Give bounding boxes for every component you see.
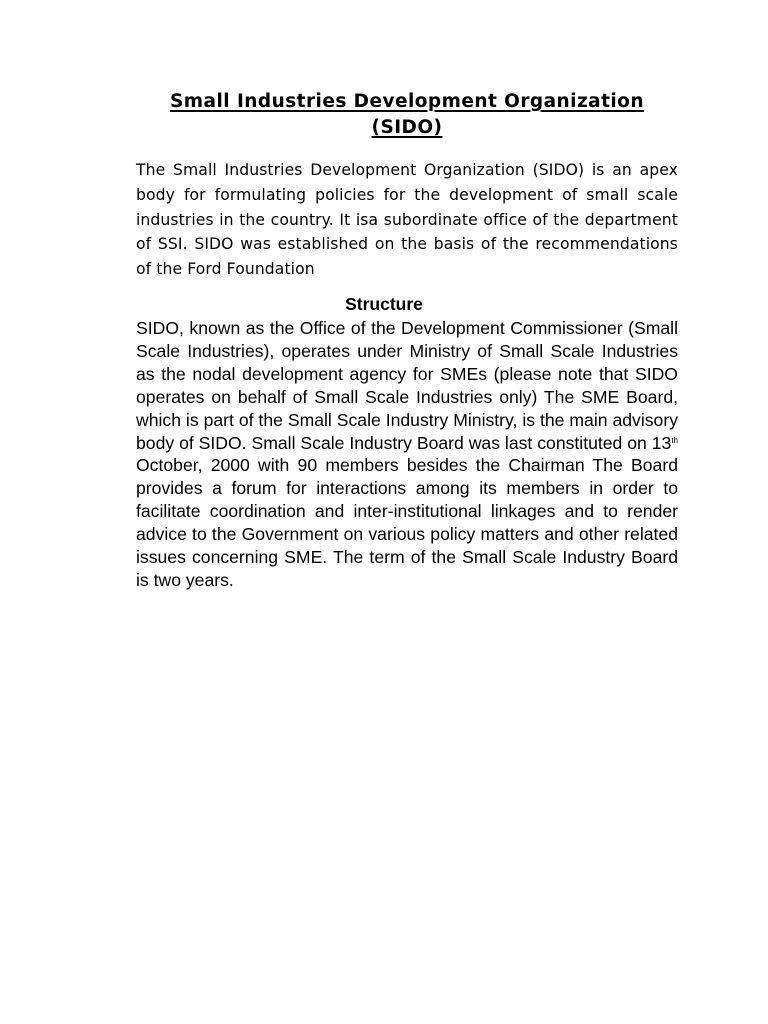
structure-paragraph bbox=[136, 317, 678, 592]
structure-text-part-1: SIDO, known as the Office of the Development Commissioner (Small Scale Industries), operates under Ministry of Small Scale Industries as the nodal development agency for SMEs (please note that SIDO operates on behalf of Small Scale Industries only) The SME Board, which is part of the Small Scale Industry Ministry, is the main advisory body of SIDO. Small Scale Industry Board was last constituted on 13 bbox=[136, 318, 678, 453]
ordinal-superscript: th bbox=[671, 435, 678, 445]
section-heading-structure: Structure bbox=[345, 294, 423, 314]
title-line-1: Small Industries Development Organization bbox=[170, 91, 644, 112]
document-title bbox=[136, 89, 678, 141]
structure-text-part-2: October, 2000 with 90 members besides the Chairman The Board provides a forum for interactions among its members in order to facilitate coordination and inter-institutional linkages and to render advice to the Government on various policy matters and other related issues concerning SME. The term of the Small Scale Industry Board is two years. bbox=[136, 455, 678, 590]
title-line-2: (SIDO) bbox=[371, 117, 443, 138]
intro-paragraph: The Small Industries Development Organization (SIDO) is an apex body for formulating policies for the development of small scale industries in the country. It isa subordinate office of the department of SSI. SIDO was established on the basis of the recommendations of the Ford Foundation bbox=[136, 161, 678, 278]
